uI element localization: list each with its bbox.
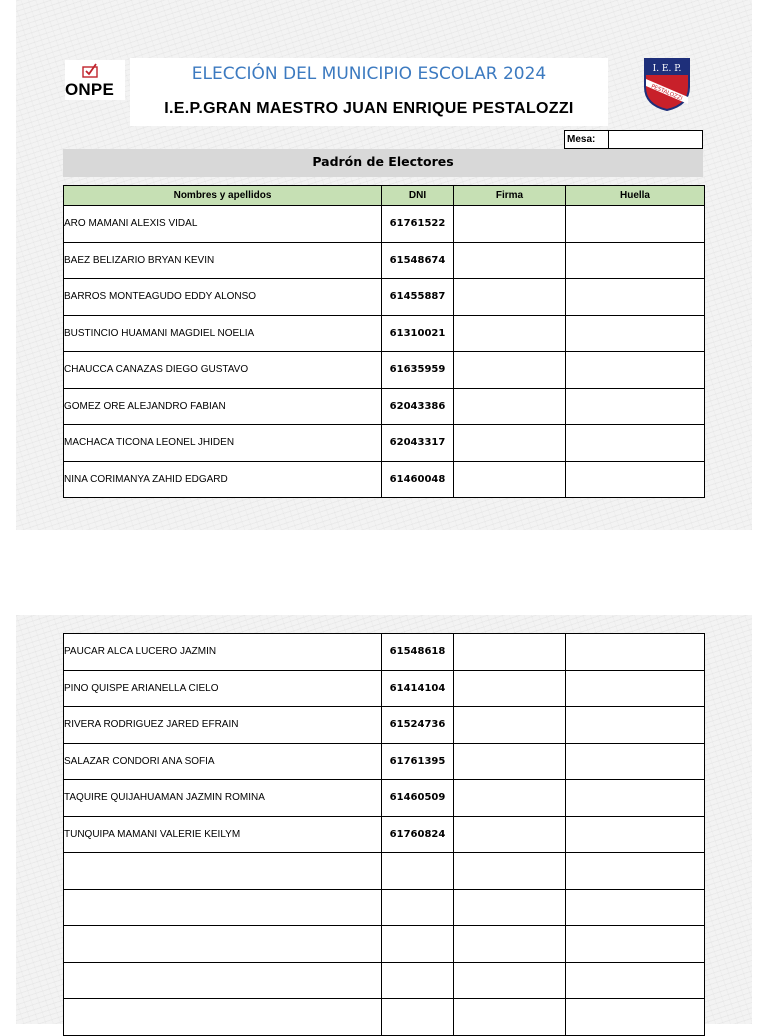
mesa-label: Mesa: — [565, 131, 609, 148]
school-shield-logo — [642, 57, 692, 111]
table-header-row — [64, 186, 705, 206]
signature-cell — [454, 315, 566, 352]
voter-name: BARROS MONTEAGUDO EDDY ALONSO — [64, 279, 382, 316]
voter-row — [64, 743, 705, 780]
voter-row — [64, 889, 705, 926]
fingerprint-cell — [566, 962, 705, 999]
signature-cell — [454, 634, 566, 671]
voter-dni: 61761522 — [382, 206, 454, 243]
voter-row — [64, 242, 705, 279]
voter-row — [64, 816, 705, 853]
voter-row — [64, 315, 705, 352]
voter-table-page-1 — [63, 185, 705, 498]
voter-dni — [382, 853, 454, 890]
voter-dni: 61455887 — [382, 279, 454, 316]
fingerprint-cell — [566, 926, 705, 963]
voter-row — [64, 461, 705, 498]
shield-initials: I. E. P. — [652, 64, 682, 74]
voter-dni — [382, 889, 454, 926]
voter-row — [64, 926, 705, 963]
signature-cell — [454, 352, 566, 389]
voter-dni: 61460509 — [382, 780, 454, 817]
voter-dni: 62043386 — [382, 388, 454, 425]
column-header-name: Nombres y apellidos — [64, 186, 382, 206]
fingerprint-cell — [566, 707, 705, 744]
signature-cell — [454, 743, 566, 780]
signature-cell — [454, 388, 566, 425]
voter-name — [64, 853, 382, 890]
voter-name: GOMEZ ORE ALEJANDRO FABIAN — [64, 388, 382, 425]
voter-row — [64, 425, 705, 462]
voter-table-page-2 — [63, 633, 705, 1036]
voter-name — [64, 889, 382, 926]
signature-cell — [454, 780, 566, 817]
voter-name: ARO MAMANI ALEXIS VIDAL — [64, 206, 382, 243]
voter-dni: 61548674 — [382, 242, 454, 279]
fingerprint-cell — [566, 743, 705, 780]
onpe-logo — [65, 60, 125, 100]
voter-dni: 61460048 — [382, 461, 454, 498]
fingerprint-cell — [566, 242, 705, 279]
signature-cell — [454, 889, 566, 926]
signature-cell — [454, 425, 566, 462]
fingerprint-cell — [566, 853, 705, 890]
fingerprint-cell — [566, 425, 705, 462]
voter-dni: 61310021 — [382, 315, 454, 352]
voter-row — [64, 707, 705, 744]
mesa-value — [609, 131, 702, 148]
column-header-dni: DNI — [382, 186, 454, 206]
voter-name: PINO QUISPE ARIANELLA CIELO — [64, 670, 382, 707]
voter-row — [64, 352, 705, 389]
signature-cell — [454, 816, 566, 853]
voter-name: MACHACA TICONA LEONEL JHIDEN — [64, 425, 382, 462]
school-name: I.E.P.GRAN MAESTRO JUAN ENRIQUE PESTALOZZI — [164, 100, 574, 117]
signature-cell — [454, 279, 566, 316]
signature-cell — [454, 926, 566, 963]
voter-dni: 61524736 — [382, 707, 454, 744]
voter-row — [64, 670, 705, 707]
voter-row — [64, 853, 705, 890]
voter-row — [64, 206, 705, 243]
fingerprint-cell — [566, 352, 705, 389]
fingerprint-cell — [566, 461, 705, 498]
voter-row — [64, 634, 705, 671]
signature-cell — [454, 670, 566, 707]
voter-row — [64, 279, 705, 316]
voter-name: BUSTINCIO HUAMANI MAGDIEL NOELIA — [64, 315, 382, 352]
voter-name: NINA CORIMANYA ZAHID EDGARD — [64, 461, 382, 498]
voter-name: BAEZ BELIZARIO BRYAN KEVIN — [64, 242, 382, 279]
voter-dni — [382, 926, 454, 963]
voter-dni: 62043317 — [382, 425, 454, 462]
signature-cell — [454, 853, 566, 890]
voter-name: CHAUCCA CANAZAS DIEGO GUSTAVO — [64, 352, 382, 389]
fingerprint-cell — [566, 206, 705, 243]
voter-dni: 61414104 — [382, 670, 454, 707]
signature-cell — [454, 707, 566, 744]
voter-row — [64, 388, 705, 425]
voter-name — [64, 999, 382, 1036]
padron-title: Padrón de Electores — [63, 149, 703, 177]
signature-cell — [454, 999, 566, 1036]
signature-cell — [454, 461, 566, 498]
signature-cell — [454, 242, 566, 279]
voter-name — [64, 962, 382, 999]
ballot-box-icon — [81, 62, 101, 78]
mesa-field — [564, 130, 703, 149]
voter-dni: 61635959 — [382, 352, 454, 389]
column-header-firma: Firma — [454, 186, 566, 206]
voter-dni: 61760824 — [382, 816, 454, 853]
fingerprint-cell — [566, 889, 705, 926]
voter-name: SALAZAR CONDORI ANA SOFIA — [64, 743, 382, 780]
onpe-logo-text: ONPE — [65, 80, 114, 99]
fingerprint-cell — [566, 388, 705, 425]
page-title: ELECCIÓN DEL MUNICIPIO ESCOLAR 2024 — [191, 64, 547, 84]
fingerprint-cell — [566, 315, 705, 352]
voter-row — [64, 999, 705, 1036]
voter-name: RIVERA RODRIGUEZ JARED EFRAIN — [64, 707, 382, 744]
fingerprint-cell — [566, 999, 705, 1036]
fingerprint-cell — [566, 780, 705, 817]
voter-dni — [382, 962, 454, 999]
voter-name: TUNQUIPA MAMANI VALERIE KEILYM — [64, 816, 382, 853]
voter-dni — [382, 999, 454, 1036]
fingerprint-cell — [566, 816, 705, 853]
voter-row — [64, 962, 705, 999]
fingerprint-cell — [566, 279, 705, 316]
voter-dni: 61761395 — [382, 743, 454, 780]
signature-cell — [454, 206, 566, 243]
voter-name: TAQUIRE QUIJAHUAMAN JAZMIN ROMINA — [64, 780, 382, 817]
fingerprint-cell — [566, 634, 705, 671]
signature-cell — [454, 962, 566, 999]
shield-band-text: PESTALOZZI — [650, 83, 684, 103]
voter-name — [64, 926, 382, 963]
voter-row — [64, 780, 705, 817]
fingerprint-cell — [566, 670, 705, 707]
voter-name: PAUCAR ALCA LUCERO JAZMIN — [64, 634, 382, 671]
voter-dni: 61548618 — [382, 634, 454, 671]
column-header-huella: Huella — [566, 186, 705, 206]
